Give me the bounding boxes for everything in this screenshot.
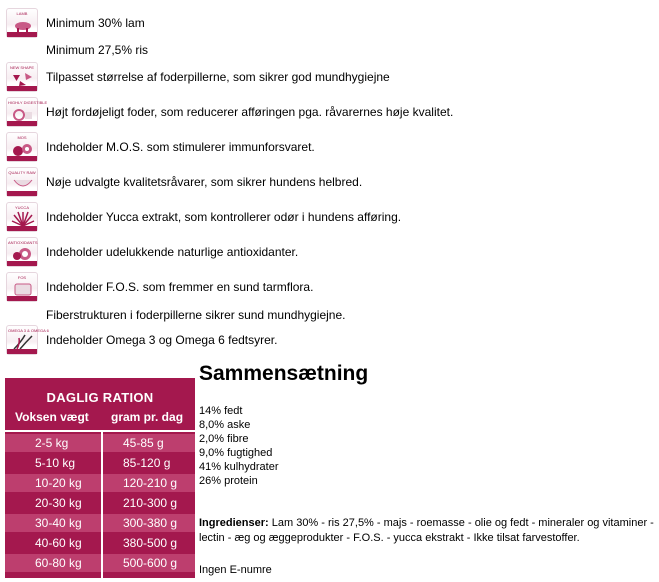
lamb-icon — [6, 8, 38, 38]
icon-caption: MOS — [17, 135, 27, 140]
ingredients-label: Ingredienser: — [199, 517, 269, 529]
composition-item: 2,0% fibre — [199, 433, 249, 445]
feature-text: Nøje udvalgte kvalitetsråvarer, som sikrer hundens helbred. — [46, 175, 363, 189]
icon-caption: YUCCA — [14, 205, 29, 210]
fos-icon — [6, 272, 38, 302]
amount-cell: 120-210 g — [123, 476, 178, 490]
icon-caption: OMEGA 3 & OMEGA 6 — [8, 328, 49, 333]
icon-caption: NEW SHAPE — [9, 65, 34, 70]
column-header-amount: gram pr. dag — [111, 410, 184, 424]
daily-ration-table — [5, 378, 195, 578]
feature-item — [6, 325, 277, 355]
feature-text: Minimum 27,5% ris — [46, 43, 149, 57]
feature-text: Indeholder F.O.S. som fremmer en sund tarmflora. — [46, 280, 314, 294]
composition-heading: Sammensætning — [199, 362, 369, 385]
ration-title: DAGLIG RATION — [46, 390, 154, 405]
feature-item — [6, 237, 298, 267]
composition-item: 9,0% fugtighed — [199, 447, 273, 459]
composition-item: 14% fedt — [199, 405, 243, 417]
feature-text: Tilpasset størrelse af foderpillerne, som sikrer god mundhygiejne — [46, 70, 390, 84]
feature-item — [6, 8, 145, 38]
feature-item — [6, 167, 362, 197]
new-shape-icon — [6, 62, 38, 92]
column-header-weight: Voksen vægt — [15, 410, 89, 424]
weight-cell: 40-60 kg — [35, 536, 82, 550]
feature-text: Fiberstrukturen i foderpillerne sikrer sund mundhygiejne. — [46, 308, 346, 322]
feature-text: Indeholder Omega 3 og Omega 6 fedtsyrer. — [46, 333, 278, 347]
amount-cell: 380-500 g — [123, 536, 178, 550]
weight-cell: 60-80 kg — [35, 556, 82, 570]
composition-item: 26% protein — [199, 475, 258, 487]
quality-raw-materials-icon — [6, 167, 38, 197]
feature-text: Højt fordøjeligt foder, som reducerer afføringen pga. råvarernes høje kvalitet. — [46, 105, 454, 119]
feature-item — [6, 272, 313, 302]
feature-text: Indeholder udelukkende naturlige antioxidanter. — [46, 245, 299, 259]
icon-caption: LAMB — [16, 11, 28, 16]
feature-item — [6, 202, 401, 232]
feature-item — [6, 97, 453, 127]
weight-cell: 2-5 kg — [35, 436, 69, 450]
weight-cell: 20-30 kg — [35, 496, 82, 510]
column-divider — [101, 432, 103, 578]
feature-item — [6, 62, 390, 92]
amount-cell: 300-380 g — [123, 516, 178, 530]
amount-cell: 85-120 g — [123, 456, 171, 470]
table-row — [5, 434, 195, 452]
feature-item — [6, 132, 315, 162]
icon-caption: QUALITY RAW — [8, 170, 36, 175]
ingredients-list: Lam 30% - ris 27,5% - majs - roemasse - olie og fedt - mineraler og vitaminer - lectin - æg og æggeprodukter - F.O.S. - yucca ekstrakt - Ikke tilsat farvestoffer. — [199, 517, 654, 544]
composition-item: 8,0% aske — [199, 419, 251, 431]
omega-3-6-icon — [6, 325, 49, 355]
table-divider — [5, 430, 195, 432]
ingredients-text — [199, 516, 657, 546]
feature-text: Indeholder Yucca extrakt, som kontrollerer odør i hundens afføring. — [46, 210, 402, 224]
icon-caption: FOS — [17, 275, 27, 280]
mos-icon — [6, 132, 38, 162]
weight-cell: 5-10 kg — [35, 456, 76, 470]
no-e-numbers-note: Ingen E-numre — [199, 564, 272, 576]
antioxidants-icon — [6, 237, 38, 267]
amount-cell: 45-85 g — [123, 436, 164, 450]
amount-cell: 210-300 g — [123, 496, 178, 510]
feature-text: Minimum 30% lam — [46, 16, 145, 30]
weight-cell: 30-40 kg — [35, 516, 82, 530]
amount-cell: 500-600 g — [123, 556, 178, 570]
composition-item: 41% kulhydrater — [199, 461, 279, 473]
weight-cell: 10-20 kg — [35, 476, 82, 490]
highly-digestible-icon — [6, 97, 48, 127]
feature-text: Indeholder M.O.S. som stimulerer immunforsvaret. — [46, 140, 315, 154]
yucca-icon — [6, 202, 38, 232]
icon-caption: ANTIOXIDANTS — [8, 240, 38, 245]
icon-caption: HIGHLY DIGESTIBLE — [8, 100, 48, 105]
